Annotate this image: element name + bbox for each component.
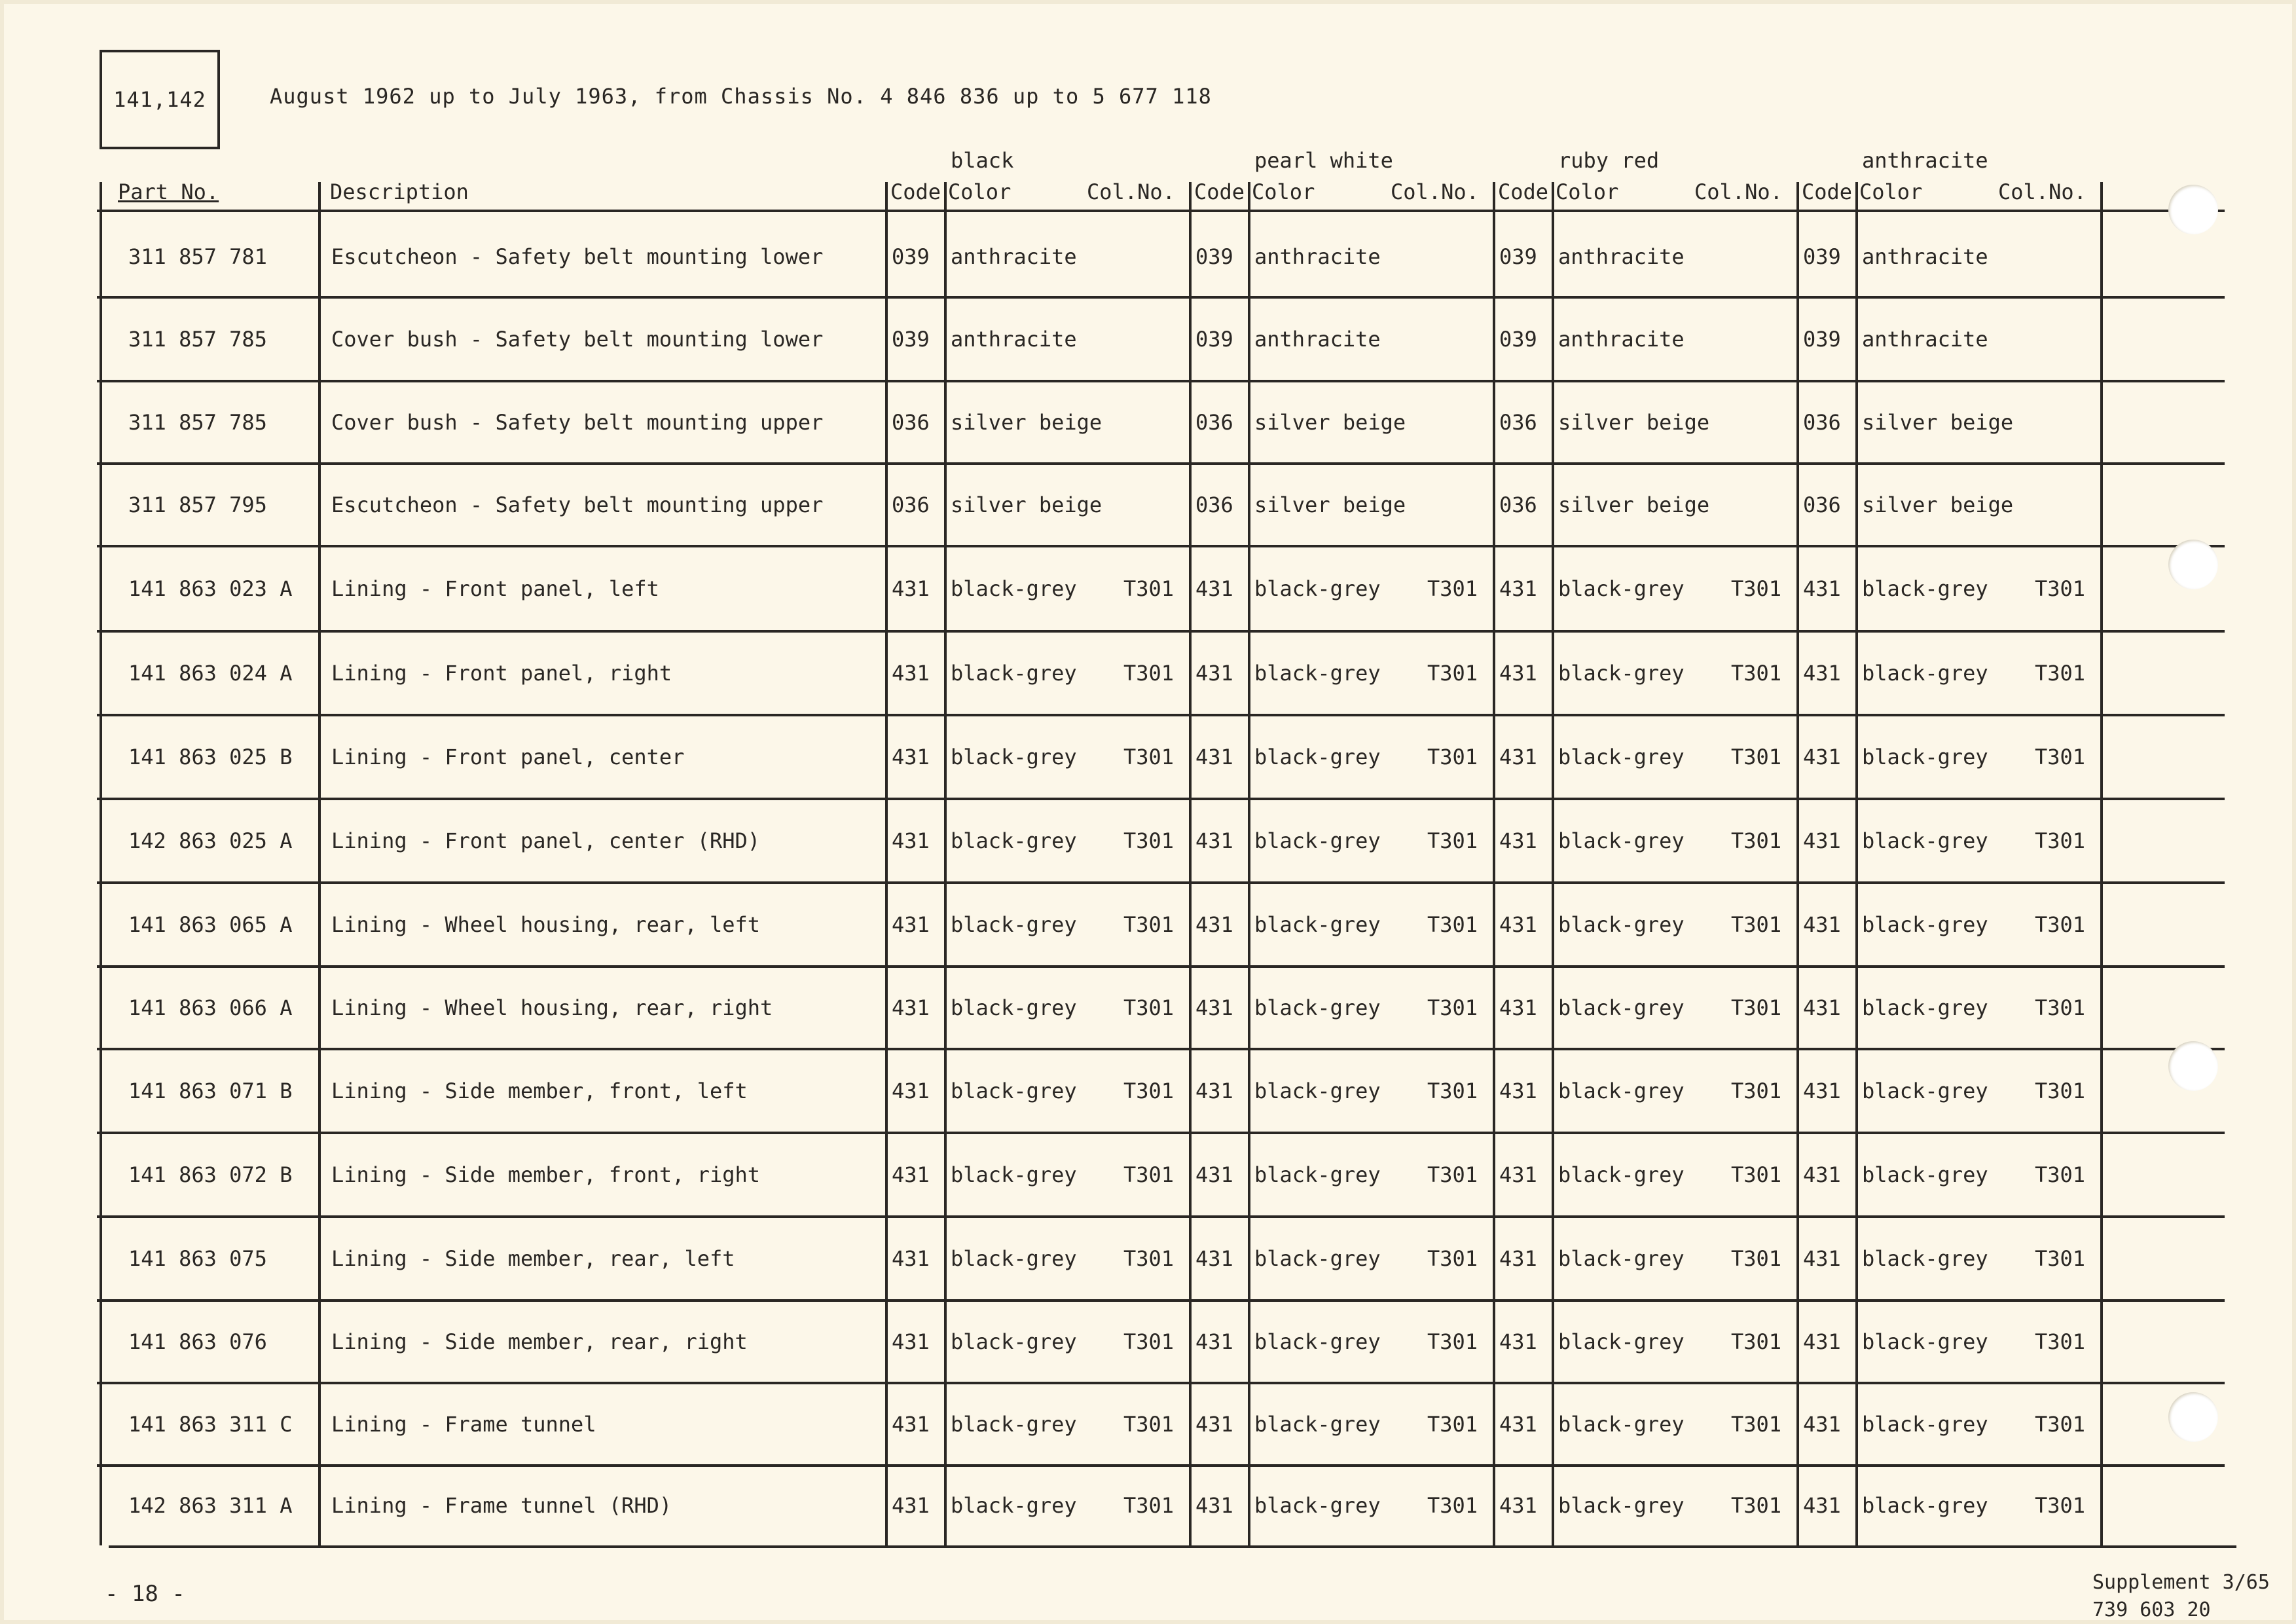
color-name: black-grey <box>1254 576 1381 601</box>
color-number: T301 <box>1731 828 1782 853</box>
column-divider <box>1796 182 1799 1545</box>
color-number: T301 <box>2035 912 2086 937</box>
color-name: black-grey <box>1862 1412 1988 1437</box>
row-divider <box>97 1464 2225 1467</box>
color-number: T301 <box>1731 1329 1782 1354</box>
column-header-color: Color <box>948 179 1011 204</box>
color-code: 431 <box>892 1412 930 1437</box>
color-name: black-grey <box>1558 661 1685 686</box>
part-description: Lining - Front panel, center (RHD) <box>331 828 761 853</box>
color-code: 036 <box>1195 492 1233 517</box>
column-header-code: Code <box>1802 179 1853 204</box>
color-name: black-grey <box>1254 1329 1381 1354</box>
column-header-code: Code <box>1194 179 1245 204</box>
color-code: 431 <box>1499 661 1537 686</box>
color-name: black-grey <box>1558 828 1685 853</box>
part-number: 141 863 076 <box>128 1329 267 1354</box>
color-number: T301 <box>2035 1162 2086 1187</box>
color-number: T301 <box>1123 1246 1175 1271</box>
part-number: 141 863 071 B <box>128 1079 293 1103</box>
color-name: black-grey <box>1254 828 1381 853</box>
color-number: T301 <box>1731 912 1782 937</box>
color-name: anthracite <box>1254 327 1381 352</box>
row-divider <box>97 1299 2225 1302</box>
color-name: black-grey <box>951 745 1077 769</box>
color-code: 431 <box>1499 1162 1537 1187</box>
color-code: 431 <box>1803 1412 1841 1437</box>
color-number: T301 <box>1123 661 1175 686</box>
color-name: black-grey <box>1254 1162 1381 1187</box>
color-name: black-grey <box>1254 1246 1381 1271</box>
color-code: 431 <box>1195 1493 1233 1518</box>
part-description: Lining - Front panel, left <box>331 576 659 601</box>
column-divider <box>318 182 321 1545</box>
row-divider <box>97 545 2225 547</box>
color-number: T301 <box>1123 1329 1175 1354</box>
color-code: 431 <box>1803 1493 1841 1518</box>
color-code: 039 <box>1803 244 1841 269</box>
color-name: black-grey <box>1862 912 1988 937</box>
model-label: 141,142 <box>113 87 206 112</box>
table-bottom-rule <box>109 1545 2236 1548</box>
part-description: Lining - Side member, rear, right <box>331 1329 748 1354</box>
part-description: Cover bush - Safety belt mounting upper <box>331 410 824 435</box>
color-code: 431 <box>1195 1412 1233 1437</box>
color-name: black-grey <box>1254 1412 1381 1437</box>
part-description: Escutcheon - Safety belt mounting lower <box>331 244 824 269</box>
color-number: T301 <box>1123 745 1175 769</box>
punch-hole <box>2168 1392 2218 1442</box>
color-code: 039 <box>1195 327 1233 352</box>
column-divider <box>885 182 888 1545</box>
column-header-description: Description <box>330 179 469 204</box>
color-code: 431 <box>892 1493 930 1518</box>
color-code: 431 <box>1195 1079 1233 1103</box>
color-code: 039 <box>892 244 930 269</box>
color-number: T301 <box>1731 661 1782 686</box>
row-divider <box>97 630 2225 633</box>
color-number: T301 <box>2035 661 2086 686</box>
color-code: 036 <box>892 492 930 517</box>
color-number: T301 <box>1123 576 1175 601</box>
color-number: T301 <box>1123 828 1175 853</box>
color-name: black-grey <box>1862 1493 1988 1518</box>
color-number: T301 <box>2035 576 2086 601</box>
part-description: Lining - Frame tunnel (RHD) <box>331 1493 672 1518</box>
color-name: black-grey <box>951 1493 1077 1518</box>
color-number: T301 <box>2035 1246 2086 1271</box>
color-code: 431 <box>892 745 930 769</box>
color-number: T301 <box>1731 1493 1782 1518</box>
color-code: 431 <box>1195 995 1233 1020</box>
footer-reference <box>2092 1569 2270 1624</box>
color-number: T301 <box>1731 1246 1782 1271</box>
color-number: T301 <box>1427 1493 1478 1518</box>
part-number: 311 857 785 <box>128 327 267 352</box>
row-divider <box>97 1048 2225 1050</box>
row-divider <box>97 1132 2225 1134</box>
validity-header: August 1962 up to July 1963, from Chassis No. 4 846 836 up to 5 677 118 <box>270 84 1212 109</box>
color-code: 431 <box>892 828 930 853</box>
color-name: black-grey <box>1254 661 1381 686</box>
model-label-box <box>100 50 220 149</box>
color-number: T301 <box>1427 661 1478 686</box>
color-code: 431 <box>1803 995 1841 1020</box>
color-name: black-grey <box>1254 1493 1381 1518</box>
part-description: Cover bush - Safety belt mounting lower <box>331 327 824 352</box>
color-code: 431 <box>1195 661 1233 686</box>
part-number: 141 863 065 A <box>128 912 293 937</box>
color-name: anthracite <box>951 244 1077 269</box>
color-number: T301 <box>2035 1493 2086 1518</box>
part-number: 142 863 311 A <box>128 1493 293 1518</box>
color-code: 431 <box>1803 576 1841 601</box>
color-number: T301 <box>1731 1079 1782 1103</box>
color-name: silver beige <box>1254 410 1406 435</box>
color-number: T301 <box>1427 745 1478 769</box>
color-number: T301 <box>1427 1246 1478 1271</box>
color-name: black-grey <box>951 1329 1077 1354</box>
color-number: T301 <box>1123 1162 1175 1187</box>
color-code: 036 <box>892 410 930 435</box>
color-code: 431 <box>1499 1079 1537 1103</box>
color-code: 039 <box>1803 327 1841 352</box>
page-number: - 18 - <box>105 1581 185 1607</box>
color-group-header: black <box>951 148 1014 173</box>
color-name: anthracite <box>1558 327 1685 352</box>
color-code: 431 <box>1195 576 1233 601</box>
column-header-code: Code <box>890 179 941 204</box>
column-header-col-no: Col.No. <box>1998 179 2086 204</box>
color-code: 431 <box>1803 661 1841 686</box>
color-name: black-grey <box>951 912 1077 937</box>
color-code: 431 <box>1499 1246 1537 1271</box>
color-name: silver beige <box>951 492 1102 517</box>
column-divider <box>100 182 102 1545</box>
color-code: 431 <box>892 661 930 686</box>
color-number: T301 <box>2035 1079 2086 1103</box>
color-number: T301 <box>1427 995 1478 1020</box>
color-name: anthracite <box>1862 244 1988 269</box>
supplement-label: Supplement 3/65 <box>2092 1571 2270 1594</box>
color-code: 431 <box>1195 1162 1233 1187</box>
color-group-header: ruby red <box>1558 148 1660 173</box>
color-code: 431 <box>1803 745 1841 769</box>
part-number: 141 863 025 B <box>128 745 293 769</box>
color-name: anthracite <box>951 327 1077 352</box>
column-header-col-no: Col.No. <box>1391 179 1479 204</box>
color-number: T301 <box>1123 912 1175 937</box>
color-code: 431 <box>892 1246 930 1271</box>
color-number: T301 <box>1731 1412 1782 1437</box>
color-number: T301 <box>1427 576 1478 601</box>
part-number: 142 863 025 A <box>128 828 293 853</box>
color-code: 431 <box>892 912 930 937</box>
color-code: 036 <box>1499 492 1537 517</box>
row-divider <box>97 714 2225 716</box>
color-name: black-grey <box>951 1162 1077 1187</box>
color-code: 431 <box>892 995 930 1020</box>
part-number: 141 863 075 <box>128 1246 267 1271</box>
color-name: anthracite <box>1862 327 1988 352</box>
color-name: black-grey <box>951 1246 1077 1271</box>
color-code: 039 <box>1499 244 1537 269</box>
color-code: 431 <box>1499 1412 1537 1437</box>
color-number: T301 <box>2035 828 2086 853</box>
color-name: black-grey <box>951 1079 1077 1103</box>
color-name: black-grey <box>1862 1246 1988 1271</box>
part-description: Lining - Wheel housing, rear, left <box>331 912 761 937</box>
color-name: black-grey <box>1862 1162 1988 1187</box>
color-code: 431 <box>1195 828 1233 853</box>
color-code: 039 <box>1195 244 1233 269</box>
color-name: black-grey <box>1254 745 1381 769</box>
column-divider <box>1248 182 1250 1545</box>
color-group-header: anthracite <box>1862 148 1988 173</box>
color-code: 036 <box>1803 492 1841 517</box>
column-header-code: Code <box>1498 179 1549 204</box>
color-name: black-grey <box>1558 576 1685 601</box>
color-code: 431 <box>1499 1329 1537 1354</box>
color-name: black-grey <box>1558 1493 1685 1518</box>
color-code: 431 <box>1803 1162 1841 1187</box>
color-code: 431 <box>1499 828 1537 853</box>
color-code: 036 <box>1195 410 1233 435</box>
color-name: silver beige <box>951 410 1102 435</box>
color-code: 431 <box>1499 1493 1537 1518</box>
color-code: 431 <box>892 1162 930 1187</box>
row-divider <box>97 380 2225 382</box>
color-name: silver beige <box>1254 492 1406 517</box>
color-name: black-grey <box>1558 995 1685 1020</box>
color-code: 431 <box>1499 576 1537 601</box>
part-description: Lining - Side member, front, right <box>331 1162 761 1187</box>
color-name: black-grey <box>1862 1329 1988 1354</box>
color-code: 431 <box>1195 745 1233 769</box>
color-name: black-grey <box>1862 995 1988 1020</box>
color-number: T301 <box>1123 995 1175 1020</box>
part-number: 311 857 785 <box>128 410 267 435</box>
color-number: T301 <box>2035 1329 2086 1354</box>
color-name: silver beige <box>1558 410 1710 435</box>
color-name: black-grey <box>1862 661 1988 686</box>
column-header-col-no: Col.No. <box>1087 179 1175 204</box>
column-header-color: Color <box>1556 179 1619 204</box>
row-divider <box>97 462 2225 465</box>
part-description: Lining - Side member, front, left <box>331 1079 748 1103</box>
color-name: black-grey <box>1254 995 1381 1020</box>
color-code: 431 <box>1499 912 1537 937</box>
part-number: 141 863 024 A <box>128 661 293 686</box>
color-number: T301 <box>2035 995 2086 1020</box>
color-number: T301 <box>1427 1329 1478 1354</box>
color-name: black-grey <box>1862 576 1988 601</box>
color-name: black-grey <box>1558 1329 1685 1354</box>
color-name: black-grey <box>951 661 1077 686</box>
color-number: T301 <box>1123 1079 1175 1103</box>
column-header-color: Color <box>1252 179 1315 204</box>
color-number: T301 <box>1731 576 1782 601</box>
color-code: 431 <box>1195 1246 1233 1271</box>
color-name: black-grey <box>951 1412 1077 1437</box>
color-number: T301 <box>1427 912 1478 937</box>
color-number: T301 <box>1123 1412 1175 1437</box>
color-name: silver beige <box>1862 410 2014 435</box>
color-number: T301 <box>1123 1493 1175 1518</box>
column-divider <box>944 182 947 1545</box>
part-description: Escutcheon - Safety belt mounting upper <box>331 492 824 517</box>
color-code: 039 <box>1499 327 1537 352</box>
row-divider <box>97 1215 2225 1218</box>
column-header-part-no: Part No. <box>118 179 219 204</box>
row-divider <box>97 798 2225 800</box>
part-description: Lining - Front panel, right <box>331 661 672 686</box>
color-code: 431 <box>1803 1246 1841 1271</box>
color-code: 039 <box>892 327 930 352</box>
column-divider <box>1493 182 1495 1545</box>
row-divider <box>97 296 2225 299</box>
color-name: anthracite <box>1254 244 1381 269</box>
color-name: black-grey <box>1558 1162 1685 1187</box>
color-name: black-grey <box>1862 828 1988 853</box>
color-name: black-grey <box>1254 1079 1381 1103</box>
punch-hole <box>2168 1041 2218 1091</box>
column-divider <box>1189 182 1192 1545</box>
color-number: T301 <box>1427 828 1478 853</box>
punch-hole <box>2168 540 2218 589</box>
part-number: 311 857 781 <box>128 244 267 269</box>
column-divider <box>1552 182 1554 1545</box>
part-number: 141 863 072 B <box>128 1162 293 1187</box>
row-divider <box>97 881 2225 884</box>
color-code: 431 <box>892 1079 930 1103</box>
part-number: 141 863 023 A <box>128 576 293 601</box>
color-number: T301 <box>1731 745 1782 769</box>
row-divider <box>97 1382 2225 1384</box>
color-name: black-grey <box>1862 745 1988 769</box>
color-code: 431 <box>1195 1329 1233 1354</box>
color-name: silver beige <box>1862 492 2014 517</box>
color-name: black-grey <box>1558 912 1685 937</box>
part-number: 311 857 795 <box>128 492 267 517</box>
color-number: T301 <box>1731 995 1782 1020</box>
column-divider <box>1855 182 1858 1545</box>
color-name: silver beige <box>1558 492 1710 517</box>
punch-hole <box>2168 185 2218 234</box>
color-name: black-grey <box>951 828 1077 853</box>
color-name: black-grey <box>951 995 1077 1020</box>
color-number: T301 <box>1427 1079 1478 1103</box>
header-rule <box>97 210 2225 212</box>
part-description: Lining - Frame tunnel <box>331 1412 596 1437</box>
color-number: T301 <box>1731 1162 1782 1187</box>
part-description: Lining - Front panel, center <box>331 745 685 769</box>
color-number: T301 <box>1427 1412 1478 1437</box>
color-group-header: pearl white <box>1254 148 1393 173</box>
color-code: 431 <box>892 1329 930 1354</box>
color-name: black-grey <box>1558 1079 1685 1103</box>
color-name: black-grey <box>1558 1246 1685 1271</box>
color-code: 431 <box>1803 1079 1841 1103</box>
color-code: 036 <box>1803 410 1841 435</box>
color-name: black-grey <box>1254 912 1381 937</box>
column-header-col-no: Col.No. <box>1694 179 1783 204</box>
part-description: Lining - Wheel housing, rear, right <box>331 995 773 1020</box>
color-name: black-grey <box>951 576 1077 601</box>
part-number: 141 863 066 A <box>128 995 293 1020</box>
color-code: 431 <box>892 576 930 601</box>
color-code: 431 <box>1499 995 1537 1020</box>
part-description: Lining - Side member, rear, left <box>331 1246 735 1271</box>
document-number: 739 603 20 <box>2092 1598 2211 1621</box>
color-code: 431 <box>1499 745 1537 769</box>
color-number: T301 <box>2035 745 2086 769</box>
color-number: T301 <box>1427 1162 1478 1187</box>
color-code: 431 <box>1195 912 1233 937</box>
color-number: T301 <box>2035 1412 2086 1437</box>
color-code: 431 <box>1803 912 1841 937</box>
color-code: 431 <box>1803 828 1841 853</box>
color-name: black-grey <box>1862 1079 1988 1103</box>
color-code: 036 <box>1499 410 1537 435</box>
part-number: 141 863 311 C <box>128 1412 293 1437</box>
column-divider <box>2100 182 2103 1545</box>
color-code: 431 <box>1803 1329 1841 1354</box>
color-name: black-grey <box>1558 745 1685 769</box>
row-divider <box>97 965 2225 968</box>
color-name: anthracite <box>1558 244 1685 269</box>
color-name: black-grey <box>1558 1412 1685 1437</box>
column-header-color: Color <box>1859 179 1923 204</box>
